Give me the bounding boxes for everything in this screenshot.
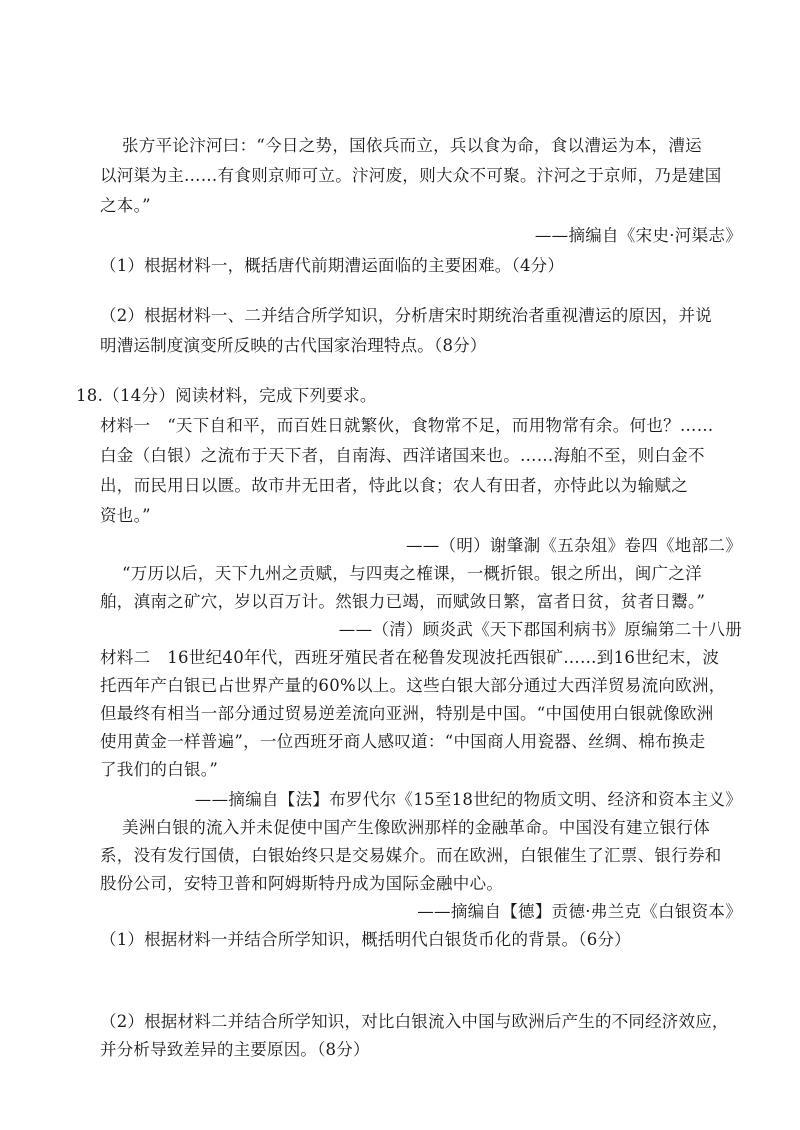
text-line: 系，没有发行国债，白银始终只是交易媒介。而在欧洲，白银催生了汇票、银行券和 <box>100 846 722 865</box>
text-line: 舶，滇南之矿穴，岁以百万计。然银力已竭，而赋敛日繁，富者日贫，贫者日鬻。” <box>100 592 706 611</box>
text-line: 托西年产白银已占世界产量的60%以上。这些白银大部分通过大西洋贸易流向欧洲， <box>100 676 726 695</box>
text-line: 美洲白银的流入并未促使中国产生像欧洲那样的金融革命。中国没有建立银行体 <box>122 818 710 837</box>
text-line: （2）根据材料二并结合所学知识，对比白银流入中国与欧洲后产生的不同经济效应， <box>100 1012 729 1031</box>
text-line: 并分析导致差异的主要原因。（8分） <box>100 1040 370 1059</box>
text-line: 材料二 16世纪40年代，西班牙殖民者在秘鲁发现波托西银矿……到16世纪末，波 <box>100 648 720 667</box>
text-line: 明漕运制度演变所反映的古代国家治理特点。（8分） <box>100 336 487 355</box>
source-citation: ——摘编自《宋史·河渠志》 <box>534 226 742 245</box>
text-line: 使用黄金一样普遍”，一位西班牙商人感叹道：“中国商人用瓷器、丝绸、棉布换走 <box>100 732 706 751</box>
q18-header: 18.（14分）阅读材料，完成下列要求。 <box>76 386 377 405</box>
text-line: 材料一 “天下自和平，而百姓日就繁伙，食物常不足，而用物常有余。何也？…… <box>100 416 714 435</box>
text-line: （2）根据材料一、二并结合所学知识，分析唐宋时期统治者重视漕运的原因，并说 <box>100 306 712 325</box>
q17-subquestion-1: （1）根据材料一，概括唐代前期漕运面临的主要困难。（4分） <box>100 256 565 275</box>
source-citation: ——（清）顾炎武《天下郡国利病书》原编第二十八册 <box>338 620 742 639</box>
source-citation: ——（明）谢肇淛《五杂俎》卷四《地部二》 <box>406 536 742 555</box>
text-line: 出，而民用日以匮。故市井无田者，恃此以食；农人有田者，亦恃此以为输赋之 <box>100 476 688 495</box>
text-line: 张方平论汴河曰：“今日之势，国依兵而立，兵以食为命，食以漕运为本，漕运 <box>122 136 702 155</box>
text-line: 股份公司，安特卫普和阿姆斯特丹成为国际金融中心。 <box>100 874 504 893</box>
text-line: “万历以后，天下九州之贡赋，与四夷之榷课，一概折银。银之所出，闽广之洋 <box>122 564 702 583</box>
source-citation: ——摘编自【德】贡德·弗兰克《白银资本》 <box>417 902 742 921</box>
text-line: 白金（白银）之流布于天下者，自南海、西洋诸国来也。……海舶不至，则白金不 <box>100 446 705 465</box>
text-line: 之本。” <box>100 196 151 215</box>
text-line: 了我们的白银。” <box>100 760 219 779</box>
text-line: 以河渠为主……有食则京师可立。汴河废，则大众不可聚。汴河之于京师，乃是建国 <box>100 166 722 185</box>
text-line: 资也。” <box>100 506 151 525</box>
source-citation: ——摘编自【法】布罗代尔《15至18世纪的物质文明、经济和资本主义》 <box>194 790 742 809</box>
q18-subquestion-1: （1）根据材料一并结合所学知识，概括明代白银货币化的背景。（6分） <box>100 930 631 949</box>
text-line: 但最终有相当一部分通过贸易逆差流向亚洲，特别是中国。“中国使用白银就像欧洲 <box>100 704 714 723</box>
